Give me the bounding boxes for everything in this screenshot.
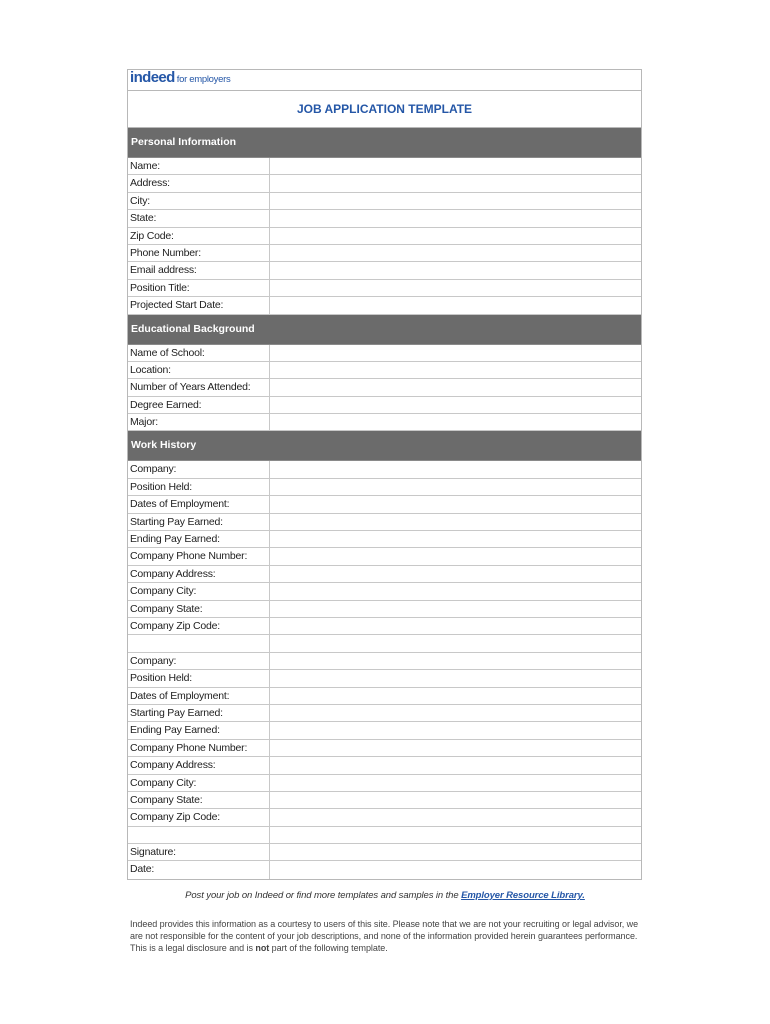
field-value[interactable] bbox=[270, 280, 641, 296]
field-value[interactable] bbox=[270, 548, 641, 564]
field-value[interactable] bbox=[270, 566, 641, 582]
form-row bbox=[128, 514, 641, 531]
field-label: Company State: bbox=[128, 601, 270, 617]
form-row bbox=[128, 496, 641, 513]
field-value[interactable] bbox=[270, 414, 641, 430]
field-label: Name of School: bbox=[128, 345, 270, 361]
form-row bbox=[128, 228, 641, 245]
form-row bbox=[128, 379, 641, 396]
field-label: Signature: bbox=[128, 844, 270, 860]
field-value[interactable] bbox=[270, 635, 641, 651]
field-label: Position Held: bbox=[128, 479, 270, 495]
field-label: State: bbox=[128, 210, 270, 226]
field-value[interactable] bbox=[270, 158, 641, 174]
field-label: Company Address: bbox=[128, 757, 270, 773]
field-value[interactable] bbox=[270, 705, 641, 721]
field-value[interactable] bbox=[270, 827, 641, 843]
field-value[interactable] bbox=[270, 210, 641, 226]
field-value[interactable] bbox=[270, 397, 641, 413]
field-value[interactable] bbox=[270, 345, 641, 361]
field-value[interactable] bbox=[270, 379, 641, 395]
section-header: Educational Background bbox=[128, 315, 641, 345]
field-value[interactable] bbox=[270, 531, 641, 547]
field-label: Company Phone Number: bbox=[128, 548, 270, 564]
form-row bbox=[128, 210, 641, 227]
field-label: Degree Earned: bbox=[128, 397, 270, 413]
field-value[interactable] bbox=[270, 688, 641, 704]
field-value[interactable] bbox=[270, 496, 641, 512]
field-label: Number of Years Attended: bbox=[128, 379, 270, 395]
legal-disclaimer bbox=[130, 918, 640, 954]
field-label: Phone Number: bbox=[128, 245, 270, 261]
form-row bbox=[128, 414, 641, 431]
field-label bbox=[128, 827, 270, 843]
form-row bbox=[128, 740, 641, 757]
field-value[interactable] bbox=[270, 757, 641, 773]
form-row bbox=[128, 345, 641, 362]
form-row bbox=[128, 175, 641, 192]
form-row bbox=[128, 653, 641, 670]
field-label bbox=[128, 635, 270, 651]
field-label: Company City: bbox=[128, 775, 270, 791]
field-label: Location: bbox=[128, 362, 270, 378]
field-label: Company City: bbox=[128, 583, 270, 599]
field-label: Name: bbox=[128, 158, 270, 174]
form-row bbox=[128, 548, 641, 565]
field-label: Dates of Employment: bbox=[128, 688, 270, 704]
field-value[interactable] bbox=[270, 461, 641, 477]
field-label: Company Zip Code: bbox=[128, 618, 270, 634]
employer-resource-library-link[interactable]: Employer Resource Library. bbox=[461, 890, 585, 901]
footer-promo bbox=[0, 890, 770, 901]
field-value[interactable] bbox=[270, 583, 641, 599]
field-label: Position Title: bbox=[128, 280, 270, 296]
field-label: Ending Pay Earned: bbox=[128, 531, 270, 547]
logo-suffix: for employers bbox=[176, 74, 231, 85]
field-value[interactable] bbox=[270, 297, 641, 313]
field-value[interactable] bbox=[270, 514, 641, 530]
form-row bbox=[128, 479, 641, 496]
form-row bbox=[128, 262, 641, 279]
field-value[interactable] bbox=[270, 618, 641, 634]
form-row bbox=[128, 775, 641, 792]
form-row bbox=[128, 722, 641, 739]
field-label: Company Address: bbox=[128, 566, 270, 582]
field-value[interactable] bbox=[270, 844, 641, 860]
form-row bbox=[128, 583, 641, 600]
form-row bbox=[128, 670, 641, 687]
field-label: Company Zip Code: bbox=[128, 809, 270, 825]
form-row bbox=[128, 705, 641, 722]
field-label: Email address: bbox=[128, 262, 270, 278]
field-value[interactable] bbox=[270, 653, 641, 669]
field-label: City: bbox=[128, 193, 270, 209]
form-row bbox=[128, 158, 641, 175]
field-label: Position Held: bbox=[128, 670, 270, 686]
field-value[interactable] bbox=[270, 861, 641, 878]
field-value[interactable] bbox=[270, 722, 641, 738]
field-value[interactable] bbox=[270, 809, 641, 825]
form-row bbox=[128, 688, 641, 705]
form-row bbox=[128, 792, 641, 809]
form-row bbox=[128, 809, 641, 826]
field-value[interactable] bbox=[270, 601, 641, 617]
form-row bbox=[128, 861, 641, 878]
disclaimer-bold: not bbox=[255, 943, 270, 953]
field-value[interactable] bbox=[270, 792, 641, 808]
field-label: Company State: bbox=[128, 792, 270, 808]
field-value[interactable] bbox=[270, 479, 641, 495]
form-row bbox=[128, 757, 641, 774]
field-label: Company Phone Number: bbox=[128, 740, 270, 756]
form-sections bbox=[128, 128, 641, 879]
form-row bbox=[128, 844, 641, 861]
field-label: Ending Pay Earned: bbox=[128, 722, 270, 738]
form-row bbox=[128, 397, 641, 414]
form-row bbox=[128, 362, 641, 379]
logo-row bbox=[128, 70, 641, 91]
indeed-logo bbox=[130, 70, 230, 88]
field-label: Address: bbox=[128, 175, 270, 191]
field-value[interactable] bbox=[270, 175, 641, 191]
form-row bbox=[128, 245, 641, 262]
section-header: Personal Information bbox=[128, 128, 641, 158]
form-row bbox=[128, 618, 641, 635]
form-row bbox=[128, 461, 641, 478]
field-value[interactable] bbox=[270, 362, 641, 378]
field-label: Zip Code: bbox=[128, 228, 270, 244]
field-label: Starting Pay Earned: bbox=[128, 514, 270, 530]
field-value[interactable] bbox=[270, 262, 641, 278]
field-value[interactable] bbox=[270, 193, 641, 209]
field-value[interactable] bbox=[270, 775, 641, 791]
field-label: Company: bbox=[128, 461, 270, 477]
form-row bbox=[128, 827, 641, 844]
field-value[interactable] bbox=[270, 245, 641, 261]
form-row bbox=[128, 531, 641, 548]
footer-promo-text: Post your job on Indeed or find more templates and samples in the bbox=[185, 890, 462, 901]
field-label: Major: bbox=[128, 414, 270, 430]
logo-brand: indeed bbox=[130, 69, 175, 86]
form-row bbox=[128, 280, 641, 297]
field-label: Dates of Employment: bbox=[128, 496, 270, 512]
field-label: Starting Pay Earned: bbox=[128, 705, 270, 721]
field-label: Date: bbox=[128, 861, 270, 878]
disclaimer-text-end: part of the following template. bbox=[269, 943, 388, 953]
field-value[interactable] bbox=[270, 670, 641, 686]
section-header: Work History bbox=[128, 431, 641, 461]
application-form bbox=[127, 69, 642, 880]
form-row bbox=[128, 297, 641, 314]
form-row bbox=[128, 601, 641, 618]
field-label: Company: bbox=[128, 653, 270, 669]
form-row bbox=[128, 566, 641, 583]
page-title: JOB APPLICATION TEMPLATE bbox=[128, 91, 641, 128]
form-row bbox=[128, 193, 641, 210]
field-value[interactable] bbox=[270, 740, 641, 756]
field-value[interactable] bbox=[270, 228, 641, 244]
disclaimer-text: Indeed provides this information as a courtesy to users of this site. Please note that we are not your recruiting or legal advisor, we are not responsible for the content of your job descriptions, and none of the information provided herein guarantees performance. This is a legal disclosure and is bbox=[130, 919, 639, 953]
field-label: Projected Start Date: bbox=[128, 297, 270, 313]
form-row bbox=[128, 635, 641, 652]
